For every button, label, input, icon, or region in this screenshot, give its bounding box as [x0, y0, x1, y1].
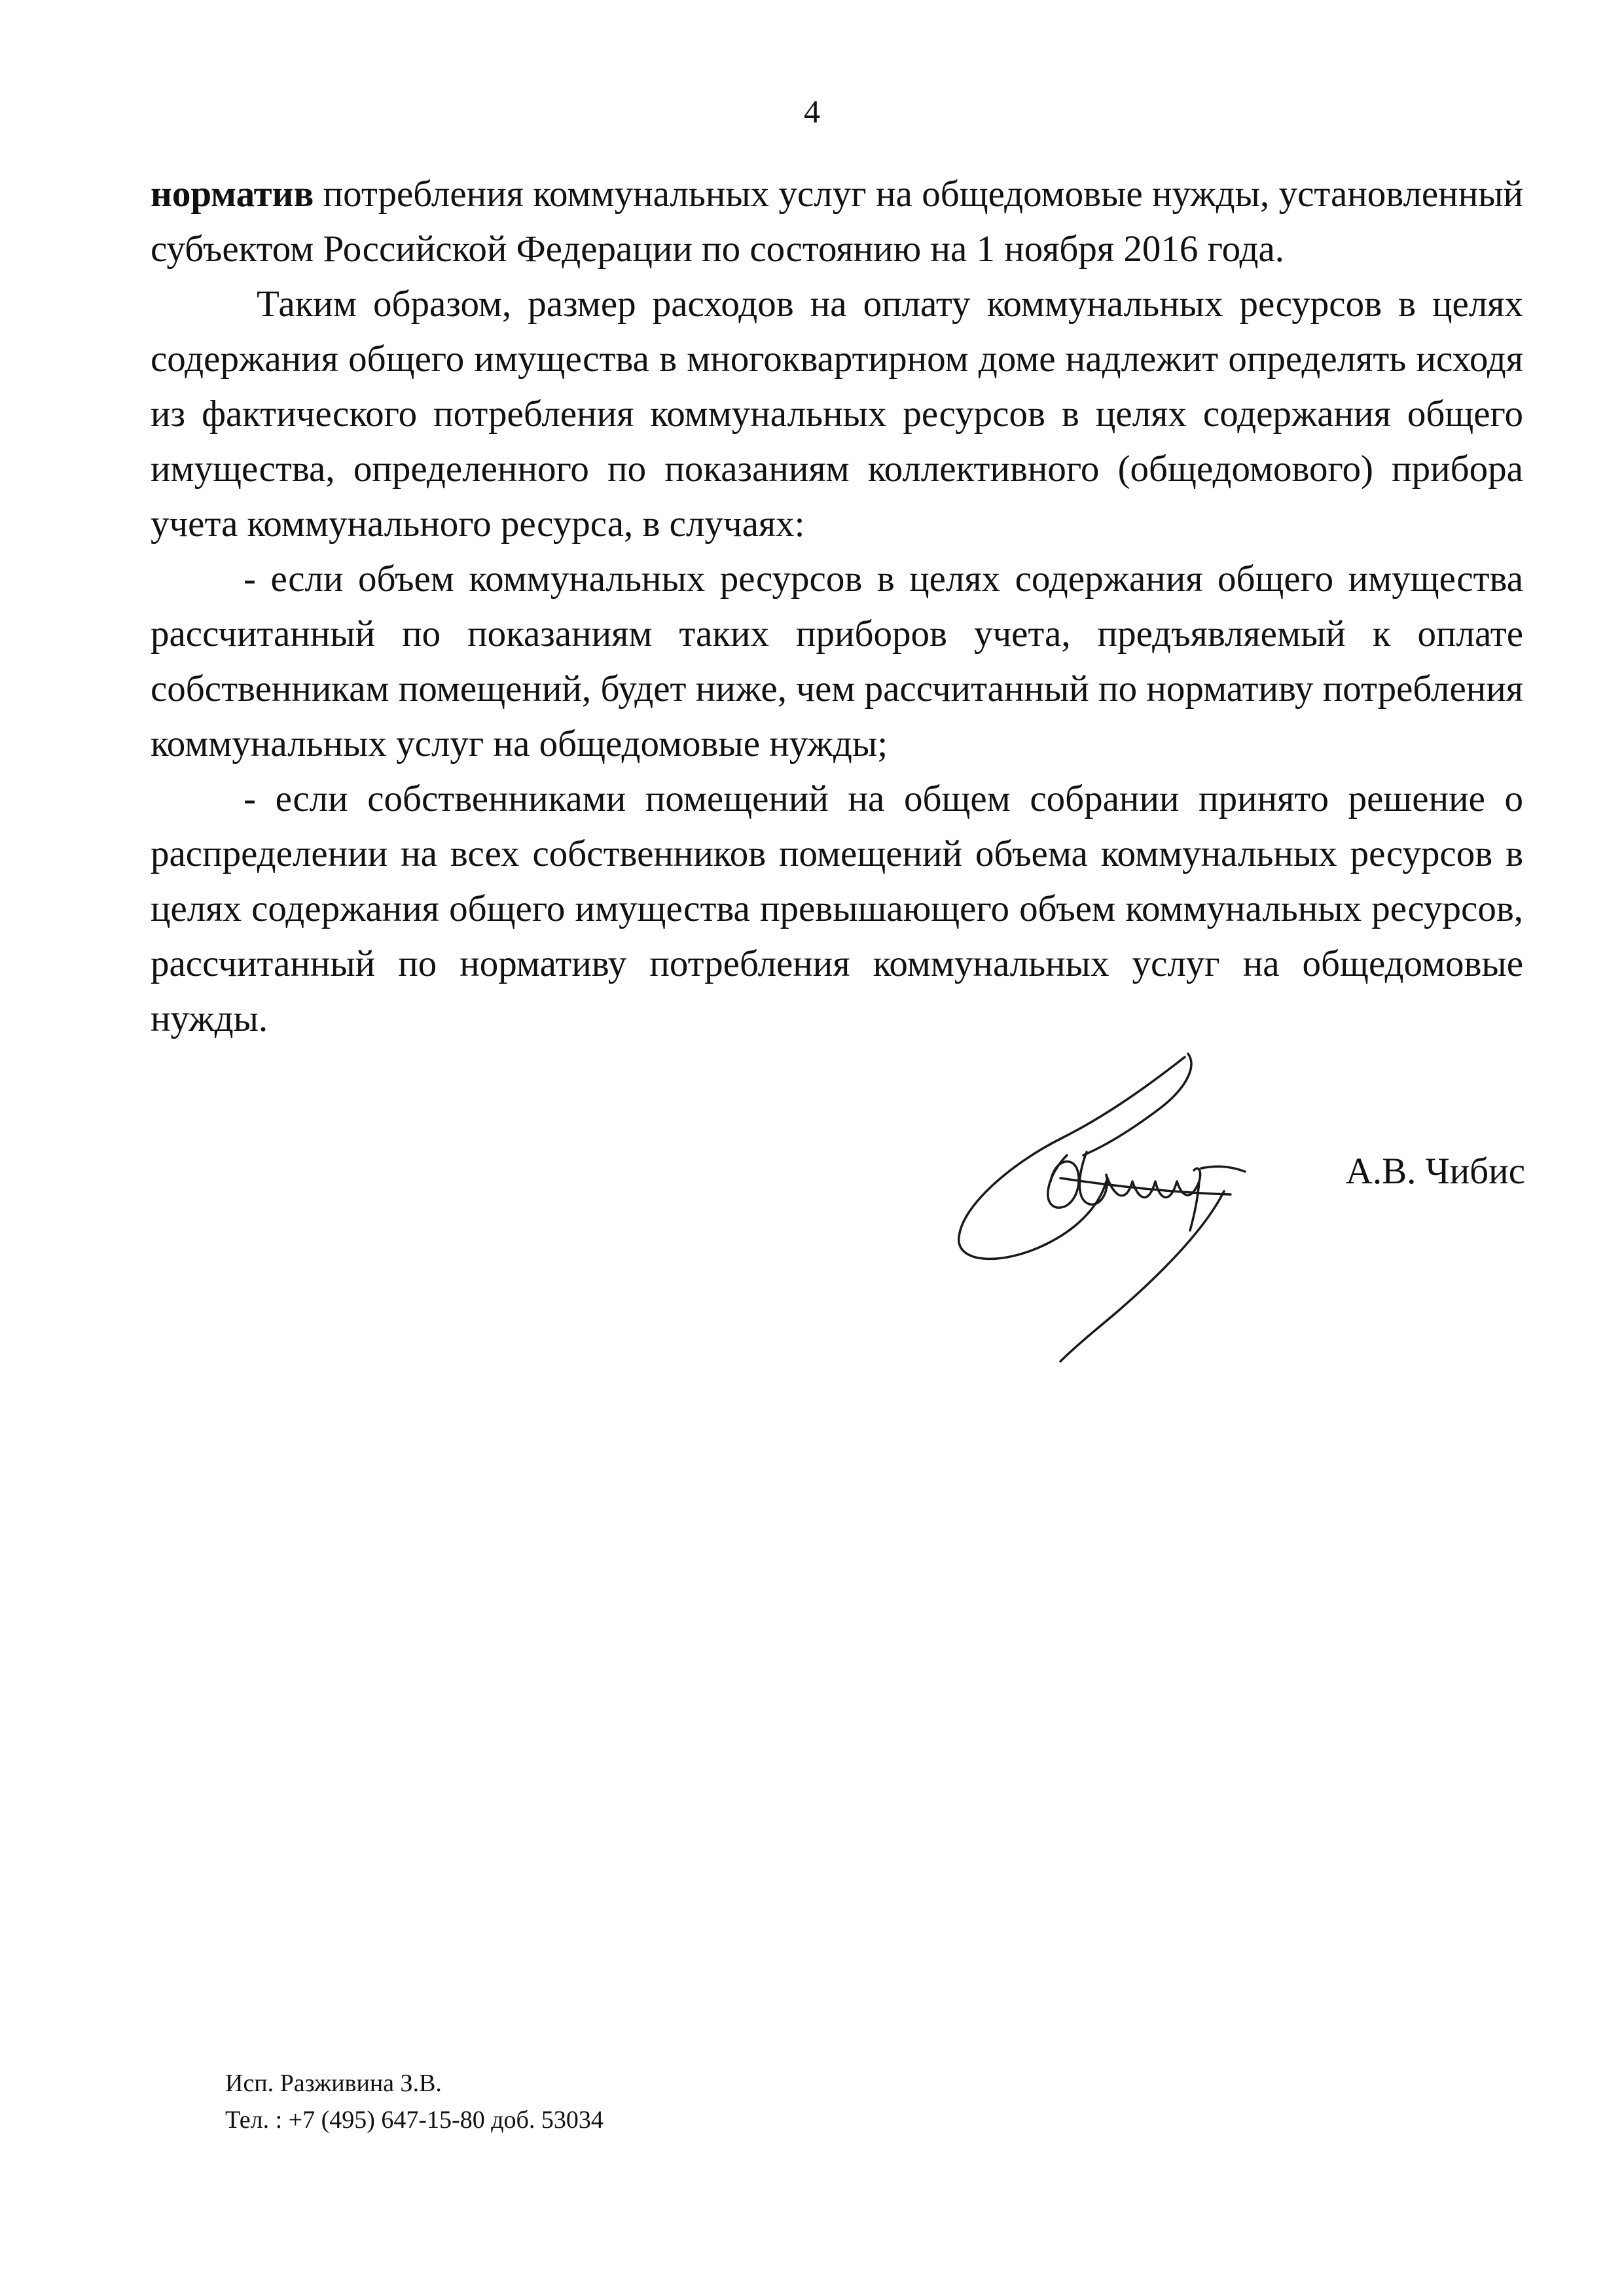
paragraph-1-text: потребления коммунальных услуг на общедомовые нужды, установленный субъектом Российской Федерации по состоянию на 1 ноября 2016 года.	[151, 173, 1523, 270]
handwritten-signature	[943, 1041, 1309, 1407]
paragraph-2: Таким образом, размер расходов на оплату коммунальных ресурсов в целях содержания общего имущества в многоквартирном доме надлежит определять исходя из фактического потребления коммунальных ресурсов в целях содержания общего имущества, определенного по показаниям коллективного (общедомового) прибора учета коммунального ресурса, в случаях:	[151, 283, 1523, 545]
letter-body	[151, 167, 1523, 1047]
paragraph-1-bold-lead: норматив	[151, 173, 314, 215]
paragraph-1	[151, 167, 1523, 277]
executor-info	[225, 2065, 604, 2138]
executor-name: Исп. Разживина З.В.	[225, 2070, 442, 2097]
page-number: 4	[804, 93, 820, 130]
signer-name: А.В. Чибис	[1345, 1151, 1525, 1192]
paragraph-3: - если объем коммунальных ресурсов в целях содержания общего имущества рассчитанный по показаниям таких приборов учета, предъявляемый к оплате собственникам помещений, будет ниже, чем рассчитанный по нормативу потребления коммунальных услуг на общедомовые нужды;	[151, 558, 1523, 764]
paragraph-4: - если собственниками помещений на общем собрании принято решение о распределении на всех собственников помещений объема коммунальных ресурсов в целях содержания общего имущества превышающего объем коммунальных ресурсов, рассчитанный по нормативу потребления коммунальных услуг на общедомовые нужды.	[151, 778, 1523, 1039]
executor-phone: Тел. : +7 (495) 647-15-80 доб. 53034	[225, 2106, 604, 2134]
